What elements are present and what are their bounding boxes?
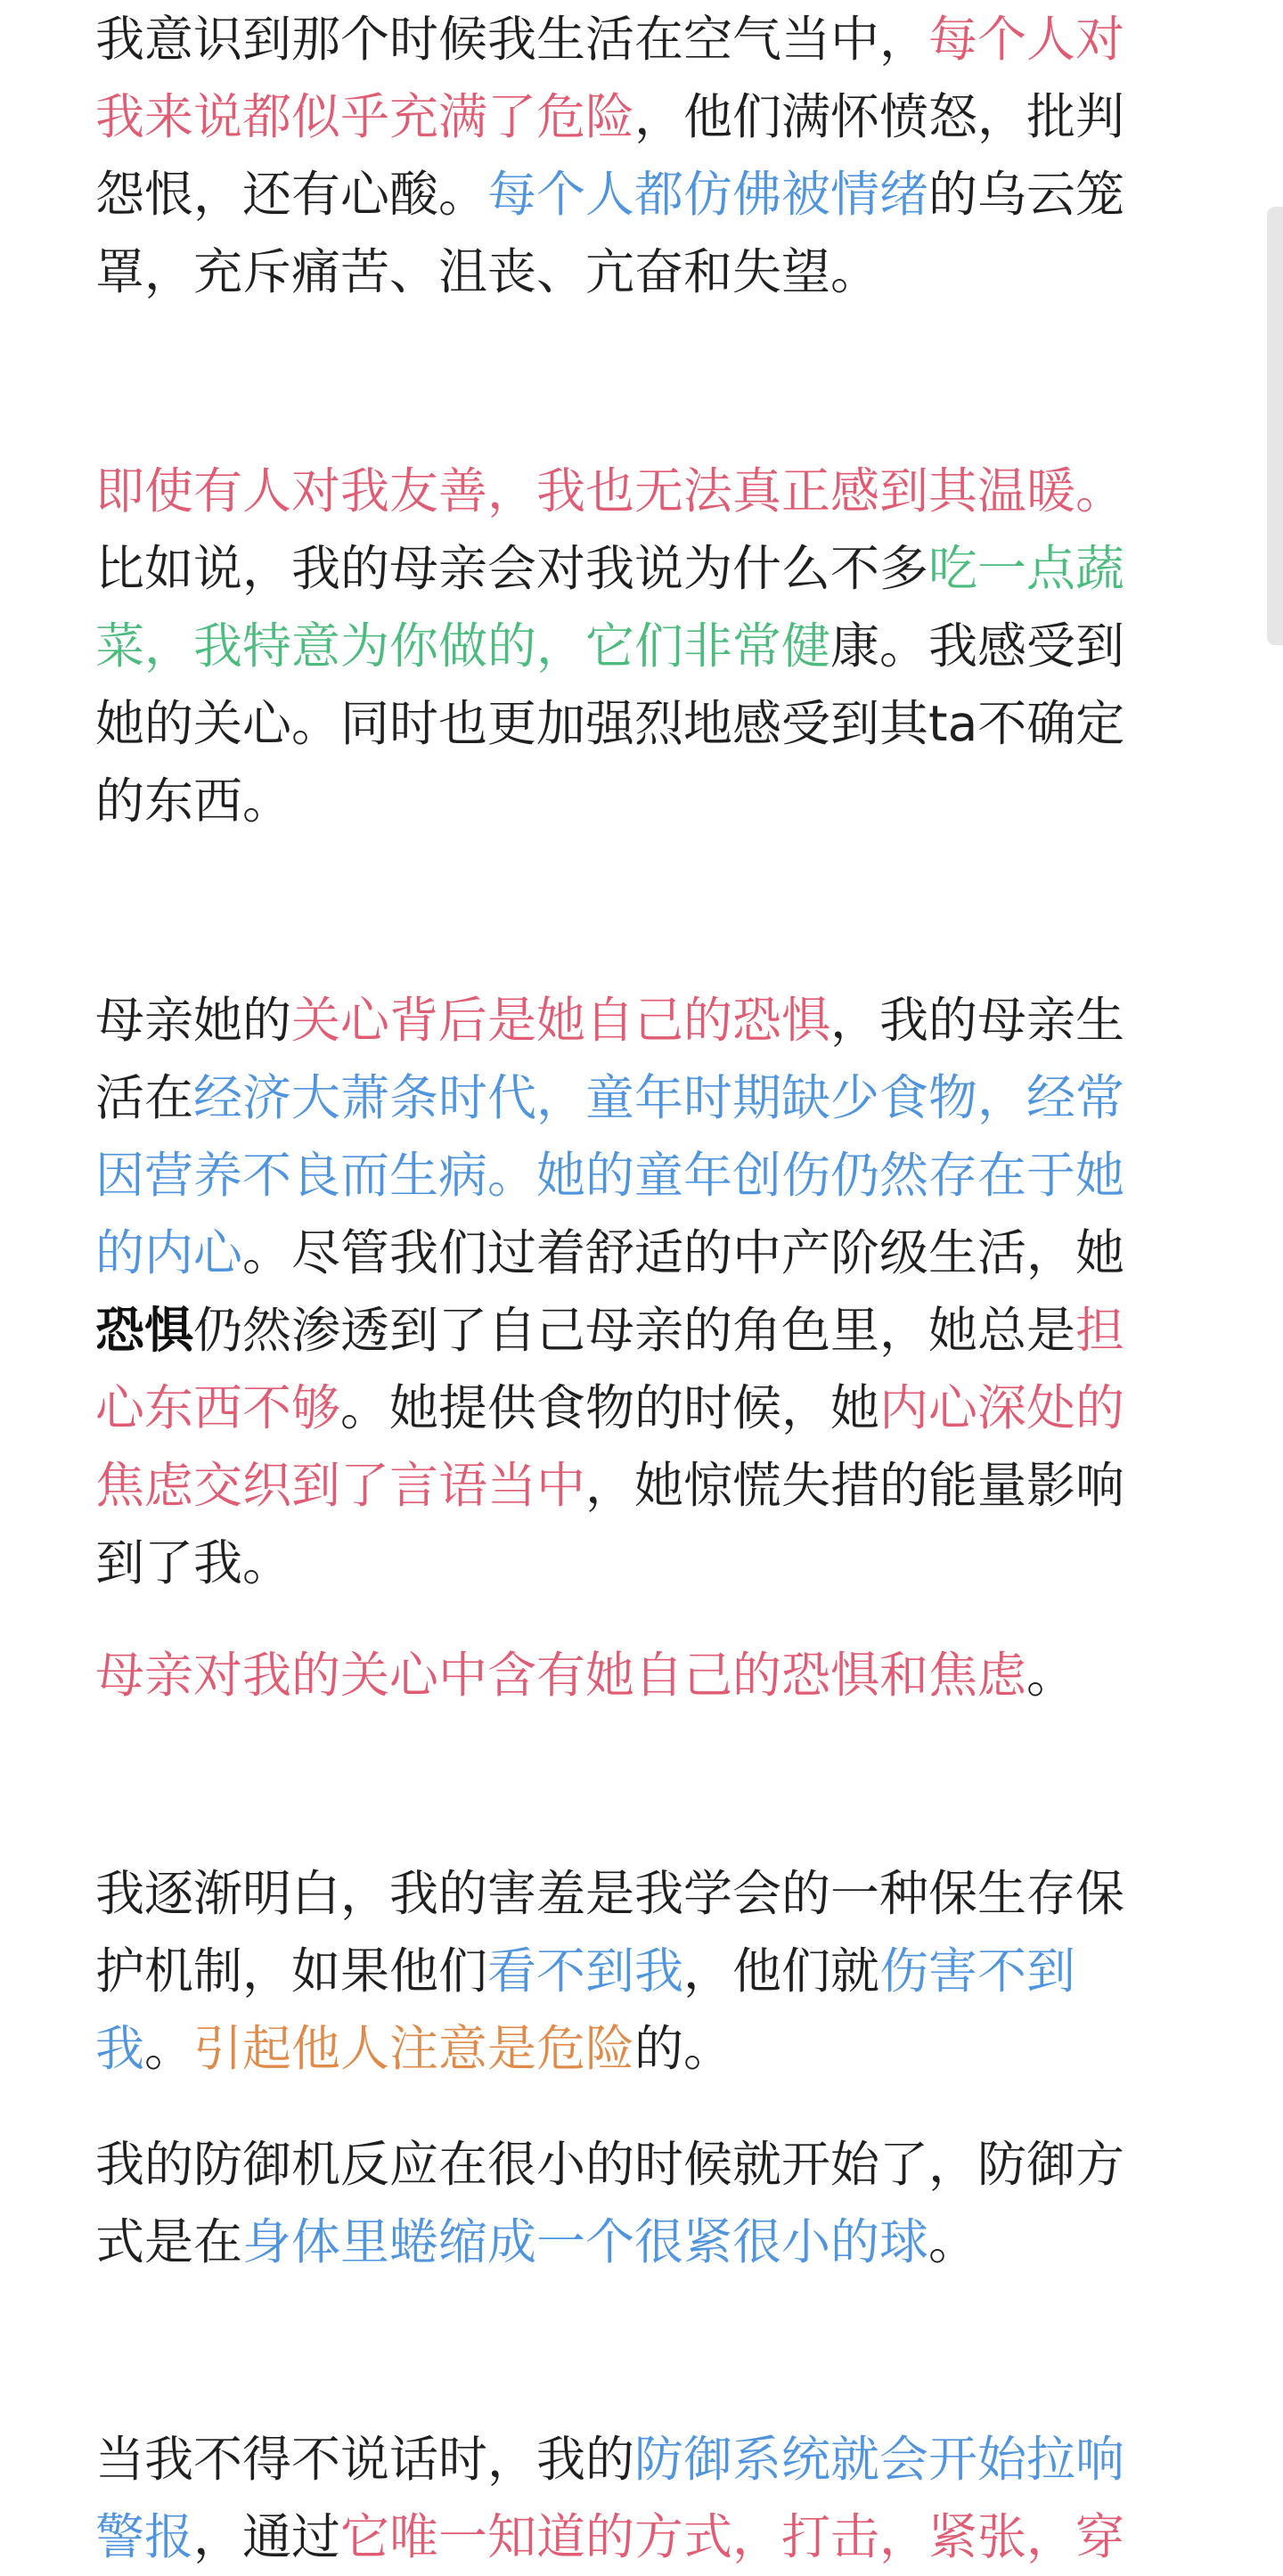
body-text: ，我的母亲生活在	[95, 992, 1125, 1126]
paragraph	[95, 1637, 1156, 1714]
body-text: 我的防御机反应在很小的时候就开始了，防御方式是在	[95, 2136, 1125, 2270]
highlight-blue-text: 伤害不到我	[95, 1942, 1076, 2077]
body-text: 康。我感受到她的关心。同时也更加强烈地感受到其ta不确定的东西。	[95, 617, 1125, 830]
body-text: 比如说，我的母亲会对我说为什么不多	[95, 540, 929, 597]
highlight-red-text: 即使有人对我友善，我也无法真正感到其温暖。	[95, 462, 1125, 519]
highlight-blue-text: 经济大萧条时代，童年时期缺少食物，经常因营养不良而生病。她的童年创伤仍然存在于她的内心	[95, 1069, 1125, 1281]
highlight-red-text: 每个人对我来说都似乎充满了危险	[95, 11, 1125, 145]
body-text: 我逐渐明白，我的害羞是我学会的一种保生存保护机制，如果他们	[95, 1865, 1125, 1999]
body-text: ，他们满怀愤怒，批判怨恨，还有心酸。	[95, 88, 1125, 223]
paragraph	[95, 2126, 1156, 2281]
paragraph	[95, 2421, 1156, 2576]
body-text: ，她惊慌失措的能量影响到了我。	[95, 1457, 1125, 1591]
highlight-red-text: 它唯一知道的方式，打击，紧张，穿	[340, 2508, 1125, 2565]
body-text: 我意识到那个时候我生活在空气当中，	[95, 11, 929, 68]
paragraph	[95, 1855, 1156, 2088]
paragraph	[95, 1, 1156, 311]
body-text: 。	[1026, 1647, 1076, 1704]
body-text: 。尽管我们过着舒适的中产阶级生活，她	[242, 1224, 1125, 1281]
highlight-red-text: 担心东西不够	[95, 1302, 1125, 1436]
paragraph	[95, 453, 1156, 840]
body-text: 。	[928, 2213, 978, 2270]
body-text: 仍然渗透到了自己母亲的角色里，她总是	[193, 1302, 1076, 1359]
highlight-bold-text: 恐惧	[95, 1302, 194, 1359]
paragraph	[95, 982, 1156, 1602]
body-text: 的乌云笼罩，充斥痛苦、沮丧、亢奋和失望。	[95, 166, 1125, 300]
body-text: 的。	[634, 2020, 733, 2077]
highlight-red-text: 母亲对我的关心中含有她自己的恐惧和焦虑	[95, 1647, 1027, 1704]
highlight-blue-text: 每个人都仿佛被情绪	[487, 166, 929, 223]
body-text: 。	[144, 2020, 194, 2077]
body-text: 母亲她的	[95, 992, 292, 1049]
highlight-red-text: 内心深处的焦虑交织到了言语当中	[95, 1379, 1125, 1514]
highlight-blue-text: 防御系统就会开始拉响警报	[95, 2431, 1125, 2565]
highlight-red-text: 关心背后是她自己的恐惧	[291, 992, 831, 1049]
body-text: 。她提供食物的时候，她	[340, 1379, 880, 1436]
body-text: 当我不得不说话时，我的	[95, 2431, 635, 2488]
highlight-blue-text: 身体里蜷缩成一个很紧很小的球	[242, 2213, 929, 2270]
highlight-orange-text: 引起他人注意是危险	[193, 2020, 635, 2077]
scrollbar-thumb[interactable]	[1267, 207, 1283, 645]
body-text: ，他们就	[683, 1942, 880, 1999]
highlight-blue-text: 看不到我	[487, 1942, 684, 1999]
highlight-green-text: 吃一点蔬菜，我特意为你做的，它们非常健	[95, 540, 1125, 675]
body-text: ，通过	[193, 2508, 341, 2565]
